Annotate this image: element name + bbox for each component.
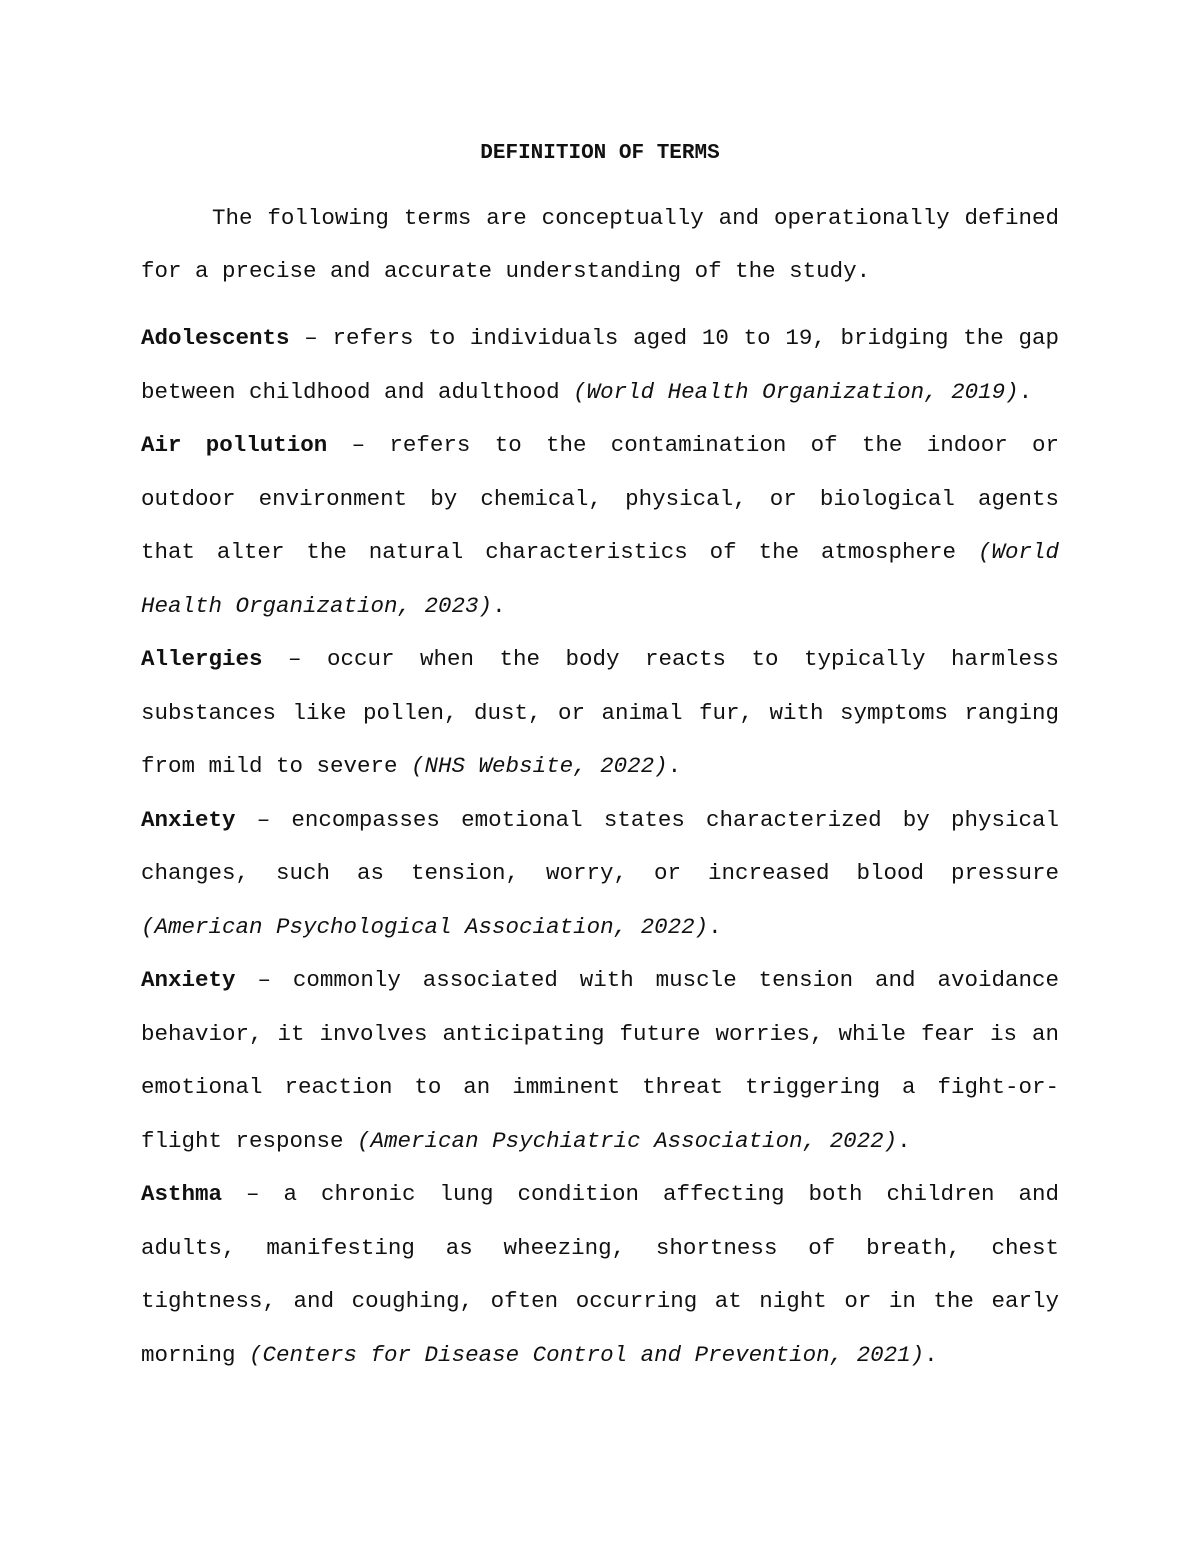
term-definition: – occur when the body reacts to typically harmless substances like pollen, dust, or animal fur, with symptoms ranging from mild to severe [141,646,1059,779]
term-citation: (NHS Website, 2022) [411,753,668,779]
term-end: . [924,1341,938,1368]
term-name: Asthma [141,1181,223,1207]
term-citation: (World Health Organization, 2019) [573,378,1019,405]
term-end: . [897,1127,911,1154]
term-definition: – refers to the contamination of the indoor or outdoor environment by chemical, physical, or biological agents that alter the natural characteristics of the atmosphere [141,432,1060,565]
document-page [141,138,1059,1382]
term-name: Allergies [141,646,263,672]
definition-entry [141,419,1059,633]
definition-entry [141,794,1059,955]
definition-entry [141,633,1059,794]
term-end: . [708,913,722,940]
term-definition: – a chronic lung condition affecting both children and adults, manifesting as wheezing, shortness of breath, chest tightness, and coughing, often occurring at night or in the early morning [141,1181,1059,1368]
definition-entry [141,954,1059,1168]
term-definition: – encompasses emotional states characterized by physical changes, such as tension, worry, or increased blood pressure [141,806,1059,886]
term-name: Air pollution [141,432,328,458]
page-title: DEFINITION OF TERMS [480,142,720,165]
term-definition: – commonly associated with muscle tension and avoidance behavior, it involves anticipating future worries, while fear is an emotional reaction to an imminent threat triggering a fight-or-flight response [141,967,1059,1154]
term-name: Anxiety [141,967,236,993]
intro-paragraph: The following terms are conceptually and operationally defined for a precise and accurate understanding of the study. [141,205,1059,284]
term-citation: (Centers for Disease Control and Prevention, 2021) [249,1341,925,1368]
term-definition: – refers to individuals aged 10 to 19, bridging the gap between childhood and adulthood [141,325,1059,405]
definition-entry [141,312,1059,419]
term-end: . [492,592,506,619]
definition-entry [141,1168,1059,1382]
term-citation: (American Psychological Association, 2022) [141,913,709,940]
term-end: . [667,753,682,779]
term-name: Anxiety [141,806,236,833]
term-citation: (American Psychiatric Association, 2022) [357,1127,898,1154]
term-name: Adolescents [141,325,290,351]
term-citation: (World Health Organization, 2023) [141,539,1059,619]
term-end: . [1018,378,1033,405]
